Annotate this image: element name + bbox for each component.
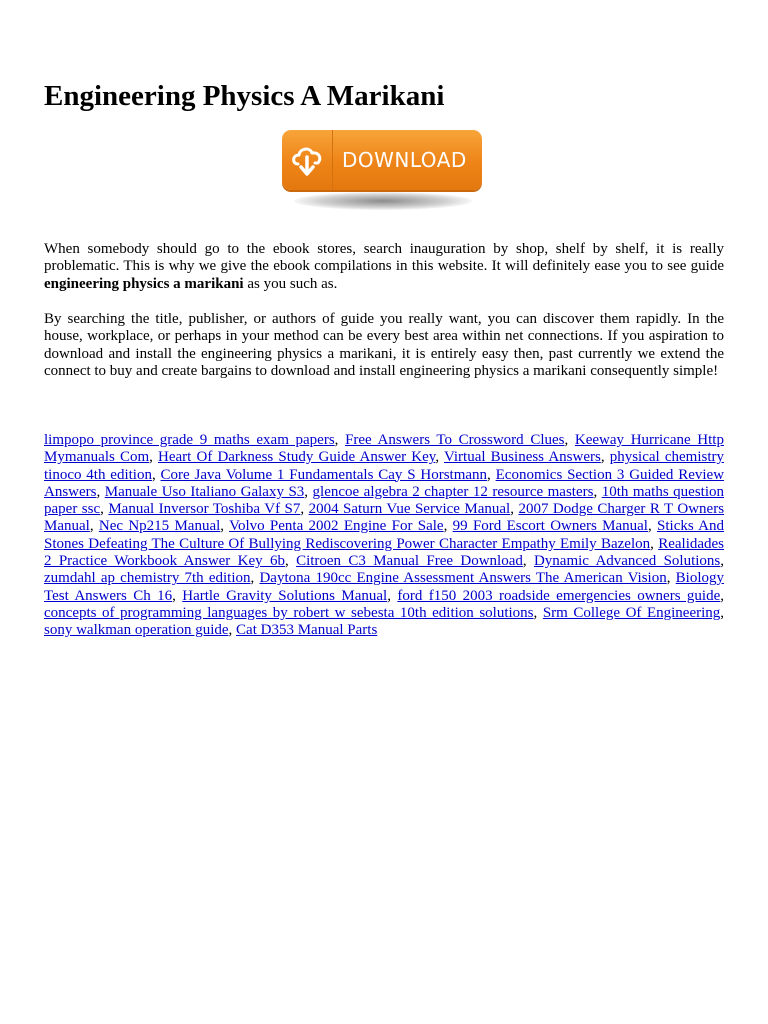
link-separator: , (220, 518, 230, 535)
related-link[interactable]: Economics Section 3 Guided Review Answers (44, 466, 725, 500)
page-title: Engineering Physics A Marikani (44, 80, 445, 112)
link-separator: , (522, 553, 534, 570)
link-separator: , (510, 501, 519, 518)
related-link[interactable]: Manuale Uso Italiano Galaxy S3 (104, 483, 305, 500)
related-link[interactable]: Cat D353 Manual Parts (236, 622, 378, 639)
link-separator: , (89, 518, 99, 535)
related-link[interactable]: Nec Np215 Manual (98, 518, 221, 535)
link-separator: , (387, 587, 398, 604)
related-link[interactable]: Realidades 2 Practice Workbook Answer Key 6b (44, 535, 725, 570)
intro-paragraph (44, 241, 724, 293)
related-link[interactable]: physical chemistry tinoco 4th edition (44, 449, 724, 483)
link-separator: , (304, 483, 313, 500)
link-separator: , (600, 449, 610, 466)
link-separator: , (300, 501, 309, 518)
related-link[interactable]: Dynamic Advanced Solutions (533, 553, 721, 570)
related-link[interactable]: Manual Inversor Toshiba Vf S7 (108, 501, 301, 518)
related-link[interactable]: sony walkman operation guide (44, 622, 229, 639)
link-separator: , (96, 483, 105, 500)
related-links (44, 432, 724, 640)
download-button-shadow (294, 192, 472, 210)
download-area (278, 130, 490, 216)
link-separator: , (284, 553, 297, 570)
related-link[interactable]: Core Java Volume 1 Fundamentals Cay S Horstmann (160, 466, 488, 483)
related-link[interactable]: Citroen C3 Manual Free Download (296, 553, 523, 570)
related-link[interactable]: Sticks And Stones Defeating The Culture Of Bullying Rediscovering Power Character Empathy Emily Bazelon (44, 518, 724, 552)
related-link[interactable]: 2007 Dodge Charger R T Owners Manual (44, 501, 725, 535)
related-link[interactable]: Volvo Penta 2002 Engine For Sale (229, 518, 444, 535)
related-link[interactable]: Virtual Business Answers (443, 449, 601, 466)
download-icon-cell (282, 130, 333, 190)
cloud-download-icon (289, 142, 325, 178)
link-separator: , (149, 449, 159, 466)
link-separator: , (564, 432, 575, 448)
related-link[interactable]: Keeway Hurricane Http Mymanuals Com (44, 432, 724, 466)
download-button[interactable] (282, 130, 482, 190)
link-separator: , (533, 604, 543, 621)
link-separator: , (487, 466, 496, 483)
link-separator: , (720, 604, 725, 621)
link-separator: , (650, 535, 659, 552)
related-link[interactable]: glencoe algebra 2 chapter 12 resource masters (312, 483, 594, 500)
search-paragraph: By searching the title, publisher, or authors of guide you really want, you can discover them rapidly. In the house, workplace, or perhaps in your method can be every best area within net connections. If you aspiration to download and install the engineering physics a marikani, it is entirely easy then, past currently we extend the connect to buy and create bargains to download and install engineering physics a marikani consequently simple! (44, 311, 724, 379)
link-separator: , (666, 570, 676, 587)
related-link[interactable]: Biology Test Answers Ch 16 (44, 570, 725, 604)
intro-text-end: as you such as. (243, 275, 338, 292)
related-link[interactable]: limpopo province grade 9 maths exam papers (44, 432, 335, 448)
related-link[interactable]: 10th maths question paper ssc (44, 483, 724, 518)
link-separator: , (151, 466, 161, 483)
related-link[interactable]: Heart Of Darkness Study Guide Answer Key (158, 449, 436, 466)
related-link[interactable]: 99 Ford Escort Owners Manual (452, 518, 648, 535)
link-separator: , (250, 570, 260, 587)
related-link[interactable]: Hartle Gravity Solutions Manual (182, 587, 388, 604)
link-separator: , (720, 553, 725, 570)
link-separator: , (100, 501, 109, 518)
intro-bold-title: engineering physics a marikani (44, 275, 244, 292)
related-link[interactable]: Daytona 190cc Engine Assessment Answers The American Vision (259, 570, 667, 587)
related-link[interactable]: concepts of programming languages by robert w sebesta 10th edition solutions (44, 604, 534, 621)
link-separator: , (593, 483, 602, 500)
related-link[interactable]: zumdahl ap chemistry 7th edition (44, 570, 251, 587)
link-separator: , (435, 449, 444, 466)
related-link[interactable]: 2004 Saturn Vue Service Manual (308, 501, 511, 518)
download-button-label: DOWNLOAD (342, 148, 467, 172)
link-separator: , (172, 587, 183, 604)
link-separator: , (720, 587, 725, 604)
link-separator: , (334, 432, 346, 448)
related-link[interactable]: ford f150 2003 roadside emergencies owners guide (397, 587, 721, 604)
related-link[interactable]: Srm College Of Engineering (542, 604, 721, 621)
link-separator: , (228, 622, 237, 639)
intro-text-start: When somebody should go to the ebook stores, search inauguration by shop, shelf by shelf, it is really problematic. This is why we give the ebook compilations in this website. It will definitely ease you to see guide (44, 241, 724, 275)
link-separator: , (443, 518, 453, 535)
related-link[interactable]: Free Answers To Crossword Clues (345, 432, 565, 448)
link-separator: , (647, 518, 658, 535)
